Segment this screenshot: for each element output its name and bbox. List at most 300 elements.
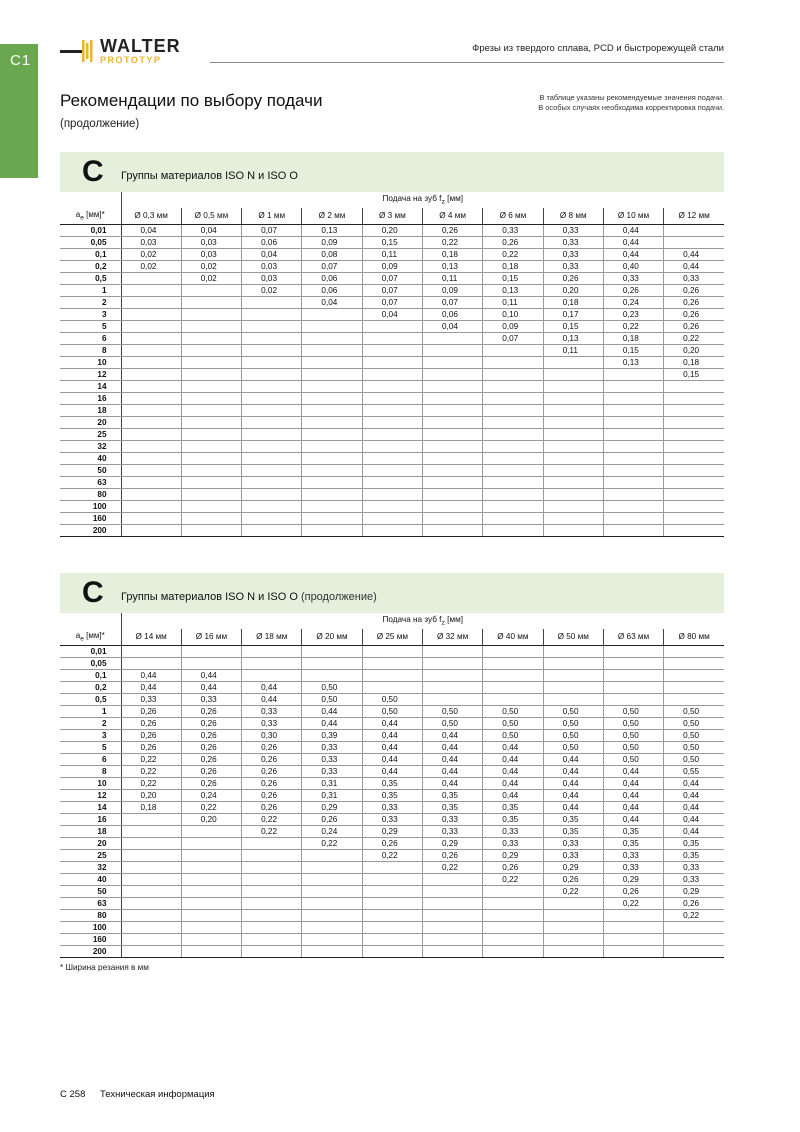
ae-value: 100	[60, 500, 121, 512]
feed-value-cell: 0,44	[603, 248, 663, 260]
table-row	[60, 248, 724, 260]
feed-value-cell: 0,35	[543, 813, 603, 825]
table-row	[60, 777, 724, 789]
table-row	[60, 320, 724, 332]
feed-value-cell: 0,33	[302, 741, 362, 753]
feed-value-cell: 0,26	[242, 741, 302, 753]
feed-value-cell: 0,44	[543, 765, 603, 777]
feed-value-cell	[603, 476, 663, 488]
ae-value: 100	[60, 921, 121, 933]
feed-value-cell: 0,26	[121, 717, 181, 729]
feed-value-cell: 0,33	[302, 765, 362, 777]
feed-value-cell: 0,29	[362, 825, 422, 837]
feed-value-cell	[422, 428, 482, 440]
feed-header: Подача на зуб $f_z$ [мм]	[121, 192, 724, 208]
feed-value-cell: 0,50	[483, 705, 543, 717]
feed-value-cell: 0,44	[483, 753, 543, 765]
ae-value: 200	[60, 524, 121, 536]
feed-value-cell: 0,35	[664, 837, 724, 849]
feed-value-cell	[483, 512, 543, 524]
feed-value-cell	[543, 392, 603, 404]
feed-value-cell: 0,04	[242, 248, 302, 260]
feed-value-cell: 0,18	[603, 332, 663, 344]
feed-value-cell	[483, 933, 543, 945]
feed-value-cell: 0,44	[302, 705, 362, 717]
feed-value-cell: 0,31	[302, 777, 362, 789]
feed-value-cell	[121, 897, 181, 909]
feed-value-cell: 0,44	[302, 717, 362, 729]
feed-value-cell	[121, 308, 181, 320]
feed-value-cell: 0,22	[483, 873, 543, 885]
feed-value-cell: 0,22	[121, 777, 181, 789]
feed-value-cell: 0,26	[181, 741, 241, 753]
feed-value-cell: 0,50	[362, 693, 422, 705]
feed-value-cell	[181, 284, 241, 296]
feed-value-cell: 0,44	[664, 801, 724, 813]
feed-value-cell: 0,22	[121, 765, 181, 777]
feed-value-cell	[543, 488, 603, 500]
feed-value-cell	[181, 404, 241, 416]
feed-value-cell	[121, 440, 181, 452]
feed-value-cell: 0,20	[181, 813, 241, 825]
ae-value: 160	[60, 512, 121, 524]
group-letter: C	[82, 155, 104, 188]
table-row	[60, 356, 724, 368]
feed-table-2	[60, 613, 724, 958]
ae-value: 14	[60, 380, 121, 392]
page-note	[538, 93, 724, 113]
diameter-column-header: Ø 4 мм	[422, 208, 482, 224]
feed-value-cell: 0,44	[603, 236, 663, 248]
feed-value-cell: 0,33	[543, 260, 603, 272]
table-row	[60, 813, 724, 825]
feed-value-cell	[121, 356, 181, 368]
feed-value-cell: 0,33	[543, 849, 603, 861]
feed-value-cell: 0,26	[181, 777, 241, 789]
feed-value-cell	[664, 440, 724, 452]
feed-value-cell: 0,02	[121, 260, 181, 272]
table-row	[60, 440, 724, 452]
feed-value-cell: 0,50	[422, 705, 482, 717]
feed-value-cell: 0,26	[242, 765, 302, 777]
feed-value-cell	[483, 452, 543, 464]
feed-value-cell: 0,20	[543, 284, 603, 296]
feed-value-cell	[603, 464, 663, 476]
feed-value-cell: 0,07	[362, 272, 422, 284]
table-row	[60, 849, 724, 861]
feed-value-cell: 0,33	[242, 717, 302, 729]
feed-value-cell: 0,26	[543, 272, 603, 284]
feed-value-cell	[362, 416, 422, 428]
feed-value-cell	[664, 464, 724, 476]
feed-value-cell	[543, 921, 603, 933]
feed-value-cell: 0,26	[242, 777, 302, 789]
table-row	[60, 488, 724, 500]
feed-value-cell	[181, 825, 241, 837]
feed-value-cell: 0,15	[483, 272, 543, 284]
feed-value-cell: 0,18	[422, 248, 482, 260]
feed-value-cell	[362, 861, 422, 873]
feed-value-cell	[121, 380, 181, 392]
feed-value-cell: 0,02	[181, 272, 241, 284]
feed-value-cell	[121, 945, 181, 957]
ae-value: 40	[60, 452, 121, 464]
feed-value-cell	[422, 440, 482, 452]
feed-value-cell: 0,03	[242, 260, 302, 272]
feed-value-cell	[242, 428, 302, 440]
feed-value-cell: 0,33	[362, 801, 422, 813]
feed-value-cell: 0,50	[664, 729, 724, 741]
table-row	[60, 801, 724, 813]
feed-value-cell: 0,26	[362, 837, 422, 849]
feed-value-cell	[362, 320, 422, 332]
feed-value-cell	[422, 897, 482, 909]
ae-value: 5	[60, 320, 121, 332]
feed-value-cell: 0,22	[543, 885, 603, 897]
feed-value-cell: 0,02	[121, 248, 181, 260]
feed-value-cell: 0,22	[603, 320, 663, 332]
feed-value-cell	[543, 681, 603, 693]
feed-value-cell: 0,26	[603, 885, 663, 897]
feed-value-cell	[664, 488, 724, 500]
feed-value-cell	[362, 404, 422, 416]
logo-wordmark: WALTER	[100, 36, 181, 56]
feed-value-cell	[664, 524, 724, 536]
feed-value-cell	[543, 380, 603, 392]
feed-value-cell	[483, 392, 543, 404]
feed-value-cell: 0,44	[362, 729, 422, 741]
table-row	[60, 380, 724, 392]
table-row	[60, 332, 724, 344]
feed-value-cell	[302, 669, 362, 681]
feed-value-cell: 0,02	[242, 284, 302, 296]
feed-value-cell	[422, 681, 482, 693]
feed-value-cell	[483, 440, 543, 452]
feed-value-cell: 0,26	[121, 705, 181, 717]
feed-value-cell	[302, 332, 362, 344]
feed-value-cell: 0,22	[181, 801, 241, 813]
ae-value: 25	[60, 428, 121, 440]
feed-value-cell	[483, 524, 543, 536]
feed-value-cell	[422, 921, 482, 933]
diameter-column-header: Ø 2 мм	[302, 208, 362, 224]
feed-value-cell	[362, 933, 422, 945]
feed-value-cell: 0,24	[603, 296, 663, 308]
feed-value-cell	[242, 332, 302, 344]
feed-value-cell	[242, 488, 302, 500]
feed-value-cell	[422, 392, 482, 404]
ae-value: 200	[60, 945, 121, 957]
feed-value-cell: 0,06	[302, 284, 362, 296]
page-title: Рекомендации по выбору подачи	[60, 91, 323, 110]
feed-value-cell	[181, 849, 241, 861]
feed-value-cell: 0,26	[664, 284, 724, 296]
feed-value-cell	[181, 861, 241, 873]
feed-value-cell	[362, 645, 422, 657]
feed-value-cell	[121, 368, 181, 380]
feed-value-cell	[603, 452, 663, 464]
feed-value-cell	[603, 380, 663, 392]
feed-value-cell: 0,13	[543, 332, 603, 344]
feed-value-cell	[181, 524, 241, 536]
feed-value-cell	[121, 813, 181, 825]
feed-value-cell	[242, 909, 302, 921]
feed-value-cell	[181, 332, 241, 344]
feed-value-cell	[362, 356, 422, 368]
feed-value-cell	[483, 945, 543, 957]
feed-value-cell: 0,20	[362, 224, 422, 236]
feed-value-cell: 0,33	[302, 753, 362, 765]
feed-value-cell	[422, 404, 482, 416]
feed-value-cell	[121, 849, 181, 861]
table-row	[60, 404, 724, 416]
feed-value-cell	[483, 356, 543, 368]
diameter-column-header: Ø 14 мм	[121, 629, 181, 645]
feed-value-cell: 0,50	[664, 705, 724, 717]
table-row	[60, 308, 724, 320]
feed-value-cell	[121, 332, 181, 344]
feed-value-cell: 0,44	[664, 777, 724, 789]
feed-value-cell	[483, 693, 543, 705]
ae-value: 14	[60, 801, 121, 813]
ae-value: 25	[60, 849, 121, 861]
diameter-column-header: Ø 1 мм	[242, 208, 302, 224]
feed-value-cell	[603, 921, 663, 933]
feed-value-cell	[121, 428, 181, 440]
feed-value-cell: 0,09	[483, 320, 543, 332]
feed-value-cell	[422, 380, 482, 392]
feed-value-cell	[603, 945, 663, 957]
feed-value-cell	[543, 693, 603, 705]
feed-value-cell: 0,33	[664, 873, 724, 885]
feed-value-cell	[422, 873, 482, 885]
feed-value-cell	[302, 500, 362, 512]
ae-value: 18	[60, 825, 121, 837]
feed-value-cell: 0,26	[181, 705, 241, 717]
feed-value-cell	[121, 320, 181, 332]
feed-value-cell: 0,33	[543, 837, 603, 849]
feed-value-cell	[543, 945, 603, 957]
table-row	[60, 681, 724, 693]
page-number: C 258	[60, 1089, 86, 1100]
feed-value-cell	[302, 873, 362, 885]
feed-value-cell	[121, 416, 181, 428]
feed-value-cell	[121, 645, 181, 657]
table-row	[60, 500, 724, 512]
ae-value: 0,1	[60, 669, 121, 681]
feed-value-cell	[483, 921, 543, 933]
feed-value-cell	[543, 404, 603, 416]
feed-value-cell	[121, 404, 181, 416]
feed-value-cell: 0,07	[483, 332, 543, 344]
feed-value-cell	[543, 452, 603, 464]
feed-value-cell: 0,44	[664, 789, 724, 801]
feed-value-cell	[483, 500, 543, 512]
feed-value-cell: 0,22	[362, 849, 422, 861]
feed-value-cell: 0,18	[121, 801, 181, 813]
feed-value-cell	[302, 344, 362, 356]
feed-value-cell	[121, 488, 181, 500]
feed-value-cell	[483, 657, 543, 669]
table-row	[60, 885, 724, 897]
table-row	[60, 645, 724, 657]
feed-value-cell	[121, 512, 181, 524]
feed-value-cell	[543, 500, 603, 512]
feed-value-cell	[664, 416, 724, 428]
ae-value: 8	[60, 765, 121, 777]
feed-value-cell: 0,44	[422, 765, 482, 777]
feed-value-cell	[242, 921, 302, 933]
feed-value-cell	[422, 476, 482, 488]
feed-value-cell: 0,44	[603, 813, 663, 825]
feed-value-cell: 0,07	[422, 296, 482, 308]
table-row	[60, 464, 724, 476]
feed-value-cell	[362, 897, 422, 909]
feed-value-cell	[664, 236, 724, 248]
feed-value-cell	[121, 909, 181, 921]
diameter-column-header: Ø 16 мм	[181, 629, 241, 645]
feed-value-cell	[362, 380, 422, 392]
feed-value-cell	[362, 464, 422, 476]
feed-value-cell	[181, 885, 241, 897]
table-row	[60, 789, 724, 801]
feed-value-cell	[543, 512, 603, 524]
feed-value-cell	[121, 825, 181, 837]
feed-value-cell	[181, 945, 241, 957]
feed-value-cell: 0,35	[483, 813, 543, 825]
feed-value-cell: 0,22	[422, 236, 482, 248]
feed-value-cell	[242, 512, 302, 524]
table-row	[60, 524, 724, 536]
footer-section: Техническая информация	[100, 1089, 215, 1100]
feed-value-cell	[543, 416, 603, 428]
feed-value-cell: 0,26	[302, 813, 362, 825]
table-row	[60, 861, 724, 873]
ae-value: 0,05	[60, 657, 121, 669]
feed-value-cell: 0,29	[302, 801, 362, 813]
feed-value-cell: 0,44	[664, 248, 724, 260]
group-letter: C	[82, 576, 104, 609]
feed-value-cell	[422, 945, 482, 957]
feed-value-cell	[603, 440, 663, 452]
feed-value-cell: 0,55	[664, 765, 724, 777]
ae-value: 63	[60, 476, 121, 488]
feed-value-cell: 0,26	[181, 717, 241, 729]
feed-value-cell: 0,11	[543, 344, 603, 356]
feed-value-cell	[603, 681, 663, 693]
table-row	[60, 729, 724, 741]
table-row	[60, 741, 724, 753]
feed-value-cell: 0,33	[664, 272, 724, 284]
feed-value-cell	[302, 476, 362, 488]
feed-value-cell: 0,44	[242, 681, 302, 693]
feed-value-cell	[664, 428, 724, 440]
feed-value-cell: 0,50	[543, 741, 603, 753]
feed-value-cell: 0,44	[603, 777, 663, 789]
group-title-text: Группы материалов ISO N и ISO O	[121, 170, 298, 182]
table-row	[60, 368, 724, 380]
feed-value-cell	[483, 464, 543, 476]
feed-value-cell: 0,23	[603, 308, 663, 320]
ae-value: 0,01	[60, 645, 121, 657]
feed-value-cell: 0,35	[483, 801, 543, 813]
feed-value-cell: 0,06	[302, 272, 362, 284]
feed-value-cell: 0,22	[242, 813, 302, 825]
feed-value-cell	[242, 849, 302, 861]
page-subtitle: (продолжение)	[60, 118, 140, 130]
feed-value-cell: 0,44	[603, 801, 663, 813]
ae-value: 50	[60, 885, 121, 897]
feed-value-cell: 0,50	[603, 705, 663, 717]
feed-value-cell: 0,26	[181, 729, 241, 741]
ae-value: 80	[60, 909, 121, 921]
feed-value-cell: 0,22	[603, 897, 663, 909]
feed-value-cell: 0,04	[302, 296, 362, 308]
feed-value-cell: 0,11	[362, 248, 422, 260]
feed-value-cell	[483, 645, 543, 657]
feed-value-cell: 0,33	[543, 248, 603, 260]
feed-value-cell: 0,44	[483, 741, 543, 753]
feed-value-cell	[422, 909, 482, 921]
feed-value-cell	[483, 488, 543, 500]
page-note-line: В таблице указаны рекомендуемые значения подачи.	[539, 93, 724, 102]
feed-value-cell: 0,22	[422, 861, 482, 873]
material-group-banner	[60, 152, 724, 192]
feed-value-cell	[242, 368, 302, 380]
group-title-extra: (продолжение)	[297, 591, 377, 603]
feed-value-cell: 0,50	[603, 753, 663, 765]
feed-value-cell	[362, 500, 422, 512]
feed-value-cell	[603, 404, 663, 416]
feed-value-cell	[422, 645, 482, 657]
feed-value-cell	[302, 885, 362, 897]
chapter-tab	[0, 44, 38, 178]
feed-value-cell: 0,26	[181, 765, 241, 777]
feed-value-cell	[664, 500, 724, 512]
feed-value-cell	[121, 284, 181, 296]
feed-value-cell: 0,26	[664, 308, 724, 320]
feed-value-cell	[362, 440, 422, 452]
header-title: Фрезы из твердого сплава, PCD и быстрорежущей стали	[472, 43, 724, 54]
diameter-column-header: Ø 40 мм	[483, 629, 543, 645]
feed-value-cell	[664, 693, 724, 705]
feed-value-cell: 0,33	[483, 224, 543, 236]
feed-value-cell	[422, 416, 482, 428]
feed-value-cell: 0,29	[483, 849, 543, 861]
feed-value-cell: 0,26	[664, 296, 724, 308]
ae-value: 2	[60, 296, 121, 308]
feed-value-cell: 0,11	[483, 296, 543, 308]
feed-value-cell	[603, 428, 663, 440]
feed-value-cell	[242, 440, 302, 452]
diameter-column-header: Ø 10 мм	[603, 208, 663, 224]
feed-value-cell	[121, 452, 181, 464]
feed-value-cell	[543, 909, 603, 921]
feed-value-cell	[121, 524, 181, 536]
feed-value-cell	[362, 344, 422, 356]
feed-value-cell: 0,08	[302, 248, 362, 260]
feed-value-cell: 0,20	[664, 344, 724, 356]
feed-value-cell	[543, 428, 603, 440]
feed-value-cell	[302, 356, 362, 368]
logo-subtitle: PROTOTYP	[100, 55, 162, 65]
feed-value-cell	[664, 645, 724, 657]
feed-value-cell: 0,44	[664, 813, 724, 825]
feed-value-cell: 0,44	[422, 777, 482, 789]
feed-value-cell	[302, 849, 362, 861]
feed-value-cell	[242, 344, 302, 356]
feed-value-cell	[362, 488, 422, 500]
